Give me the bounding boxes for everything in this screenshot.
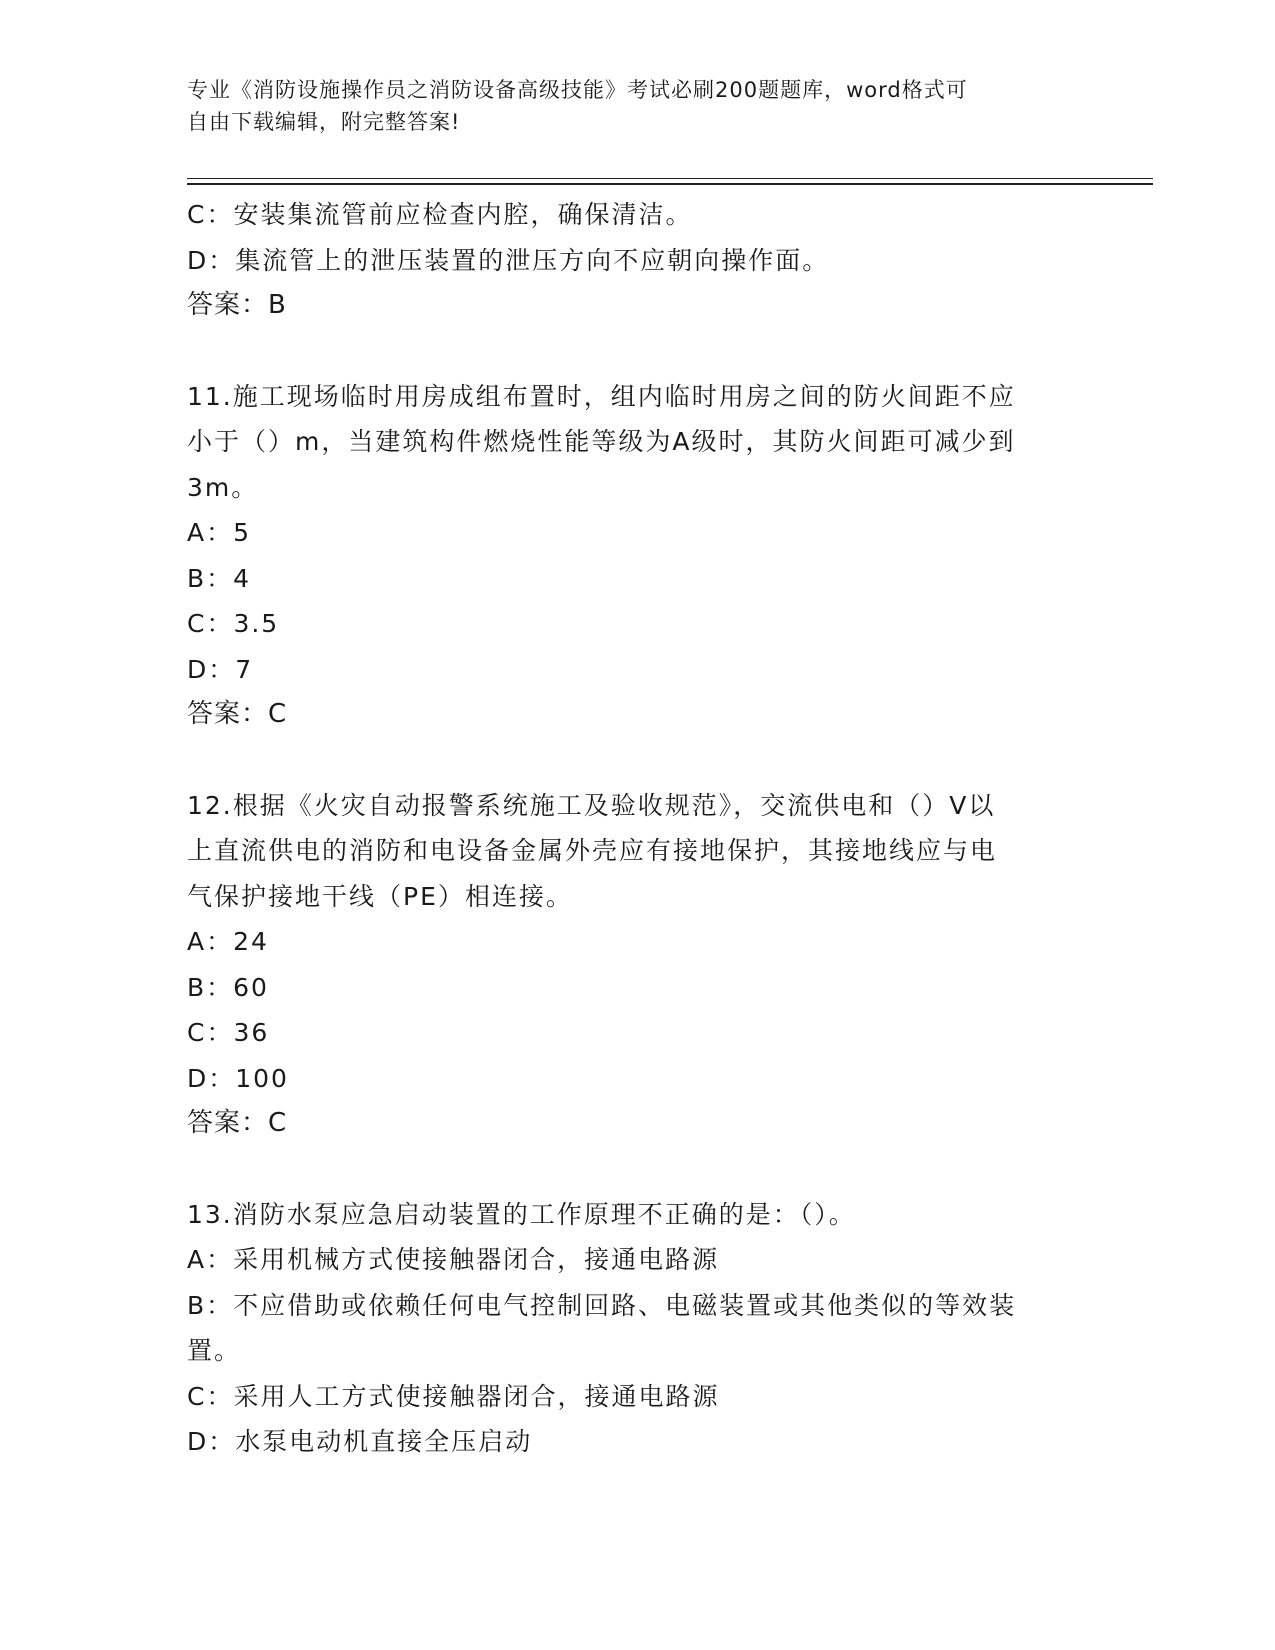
spacer xyxy=(187,329,1087,374)
header-divider-thin xyxy=(187,178,1153,179)
question-text-line: 11.施工现场临时用房成组布置时，组内临时用房之间的防火间距不应 xyxy=(187,381,1016,411)
spacer xyxy=(187,1147,1087,1192)
question-10-continuation xyxy=(187,192,1087,329)
question-text-line: 12.根据《火灾自动报警系统施工及验收规范》，交流供电和（）V以 xyxy=(187,790,996,820)
option-d: D：集流管上的泄压装置的泄压方向不应朝向操作面。 xyxy=(187,245,830,275)
option-b: B：不应借助或依赖任何电气控制回路、电磁装置或其他类似的等效装 xyxy=(187,1290,1017,1320)
option-a: A：5 xyxy=(187,518,252,547)
option-d: D：7 xyxy=(187,654,254,684)
option-c: C：安装集流管前应检查内腔，确保清洁。 xyxy=(187,200,693,229)
option-c: C：3.5 xyxy=(187,609,280,638)
question-text-line: 气保护接地干线（PE）相连接。 xyxy=(187,881,573,911)
answer-line: 答案：B xyxy=(187,290,287,320)
answer-line: 答案：C xyxy=(187,699,288,729)
option-c: C：采用人工方式使接触器闭合，接通电路源 xyxy=(187,1381,720,1411)
option-d: D：100 xyxy=(187,1063,289,1093)
question-11 xyxy=(187,374,1087,738)
header-divider-thick xyxy=(187,183,1153,185)
question-13 xyxy=(187,1192,1087,1465)
spacer xyxy=(187,738,1087,783)
header-title-line-2: 自由下载编辑，附完整答案! xyxy=(187,110,461,134)
question-text-line: 小于（）m，当建筑构件燃烧性能等级为A级时，其防火间距可减少到 xyxy=(187,427,1016,456)
question-text-line: 上直流供电的消防和电设备金属外壳应有接地保护，其接地线应与电 xyxy=(187,836,998,865)
answer-line: 答案：C xyxy=(187,1108,288,1138)
option-c: C：36 xyxy=(187,1018,270,1047)
question-12 xyxy=(187,783,1087,1147)
header-title-line-1: 专业《消防设施操作员之消防设备高级技能》考试必刷200题题库，word格式可 xyxy=(187,78,968,102)
option-b: B：4 xyxy=(187,563,252,593)
question-text-line: 3m。 xyxy=(187,472,259,502)
option-b-continuation: 置。 xyxy=(187,1336,242,1365)
document-body xyxy=(187,192,1087,1465)
option-a: A：采用机械方式使接触器闭合，接通电路源 xyxy=(187,1245,720,1274)
option-b: B：60 xyxy=(187,972,269,1002)
question-text-line: 13.消防水泵应急启动装置的工作原理不正确的是：（）。 xyxy=(187,1199,856,1229)
option-d: D：水泵电动机直接全压启动 xyxy=(187,1427,533,1456)
document-header xyxy=(187,74,1067,138)
option-a: A：24 xyxy=(187,927,269,956)
